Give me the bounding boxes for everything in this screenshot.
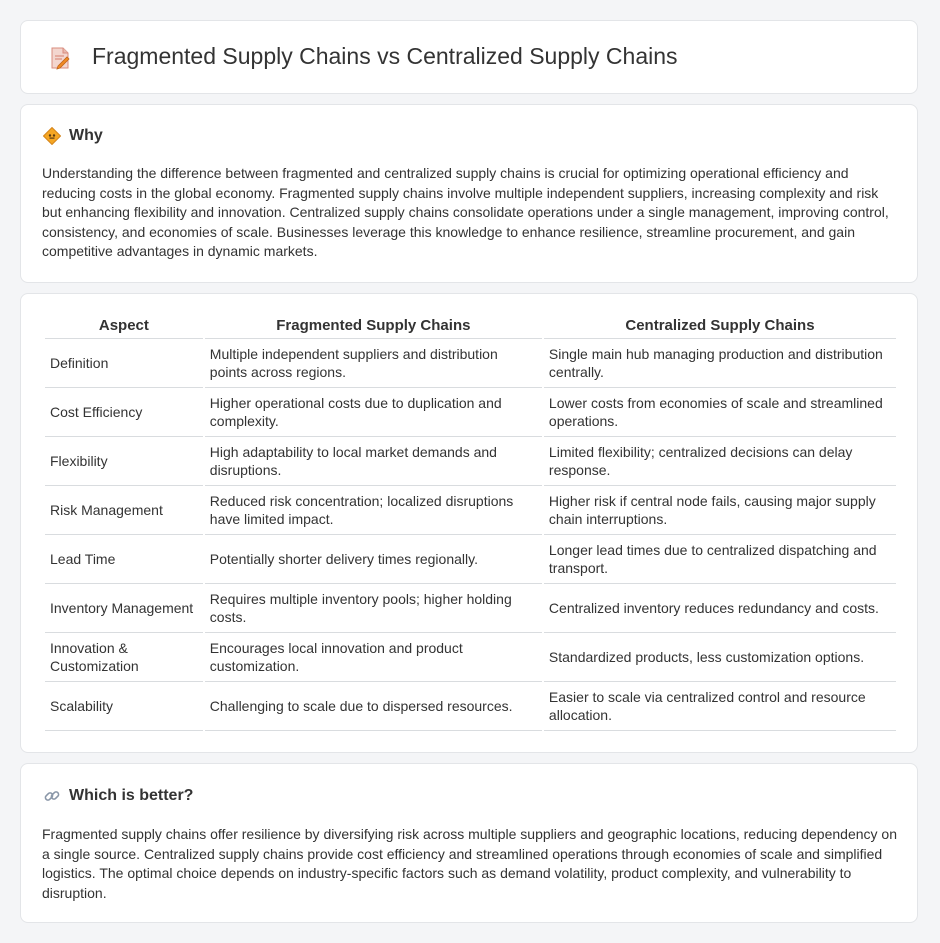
link-icon <box>43 787 61 805</box>
header-fragmented: Fragmented Supply Chains <box>205 313 542 339</box>
why-section <box>20 104 918 283</box>
fragmented-cell: Reduced risk concentration; localized disruptions have limited impact. <box>205 486 542 535</box>
comparison-section <box>20 293 918 753</box>
table-row <box>45 339 896 388</box>
aspect-cell: Flexibility <box>45 437 203 486</box>
centralized-cell: Standardized products, less customization options. <box>544 633 896 682</box>
fragmented-cell: Encourages local innovation and product customization. <box>205 633 542 682</box>
comparison-table <box>43 313 898 731</box>
aspect-cell: Definition <box>45 339 203 388</box>
centralized-cell: Longer lead times due to centralized dispatching and transport. <box>544 535 896 584</box>
fragmented-cell: Multiple independent suppliers and distribution points across regions. <box>205 339 542 388</box>
which-is-better-section <box>20 763 918 923</box>
why-heading: Why <box>69 127 103 144</box>
header-aspect: Aspect <box>45 313 203 339</box>
aspect-cell: Risk Management <box>45 486 203 535</box>
diamond-road-sign-icon <box>43 127 61 145</box>
table-row <box>45 486 896 535</box>
why-text: Understanding the difference between fragmented and centralized supply chains is crucial for optimizing operational efficiency and reducing costs in the global economy. Fragmented supply chains involve multiple independent suppliers, increasing complexity and risk but enhancing flexibility and innovation. Centralized supply chains consolidate operations under a single management, improving control, consistency, and economies of scale. Businesses leverage this knowledge to enhance resilience, streamline procurement, and gain competitive advantages in dynamic markets. <box>42 165 889 259</box>
centralized-cell: Higher risk if central node fails, causing major supply chain interruptions. <box>544 486 896 535</box>
table-row <box>45 437 896 486</box>
page-title: Fragmented Supply Chains vs Centralized Supply Chains <box>92 43 678 69</box>
fragmented-cell: High adaptability to local market demands and disruptions. <box>205 437 542 486</box>
header-centralized: Centralized Supply Chains <box>544 313 896 339</box>
aspect-cell: Cost Efficiency <box>45 388 203 437</box>
centralized-cell: Limited flexibility; centralized decisions can delay response. <box>544 437 896 486</box>
title-card <box>20 20 918 94</box>
better-header <box>43 787 193 805</box>
table-row <box>45 584 896 633</box>
better-heading: Which is better? <box>69 787 194 804</box>
fragmented-cell: Higher operational costs due to duplication and complexity. <box>205 388 542 437</box>
fragmented-cell: Requires multiple inventory pools; higher holding costs. <box>205 584 542 633</box>
why-header <box>43 127 103 145</box>
table-row <box>45 535 896 584</box>
better-text: Fragmented supply chains offer resilience by diversifying risk across multiple suppliers and geographic locations, reducing dependency on a single source. Centralized supply chains provide cost efficiency and streamlined operations through economies of scale and simplified logistics. The optimal choice depends on industry-specific factors such as demand volatility, product complexity, and vulnerability to disruption. <box>42 826 897 901</box>
aspect-cell: Lead Time <box>45 535 203 584</box>
document-pencil-icon <box>47 45 73 71</box>
table-row <box>45 388 896 437</box>
aspect-cell: Innovation & Customization <box>45 633 203 682</box>
centralized-cell: Centralized inventory reduces redundancy and costs. <box>544 584 896 633</box>
fragmented-cell: Challenging to scale due to dispersed resources. <box>205 682 542 731</box>
table-row <box>45 682 896 731</box>
table-row <box>45 633 896 682</box>
centralized-cell: Lower costs from economies of scale and streamlined operations. <box>544 388 896 437</box>
table-header-row <box>45 313 896 339</box>
aspect-cell: Scalability <box>45 682 203 731</box>
centralized-cell: Single main hub managing production and distribution centrally. <box>544 339 896 388</box>
aspect-cell: Inventory Management <box>45 584 203 633</box>
fragmented-cell: Potentially shorter delivery times regionally. <box>205 535 542 584</box>
centralized-cell: Easier to scale via centralized control and resource allocation. <box>544 682 896 731</box>
